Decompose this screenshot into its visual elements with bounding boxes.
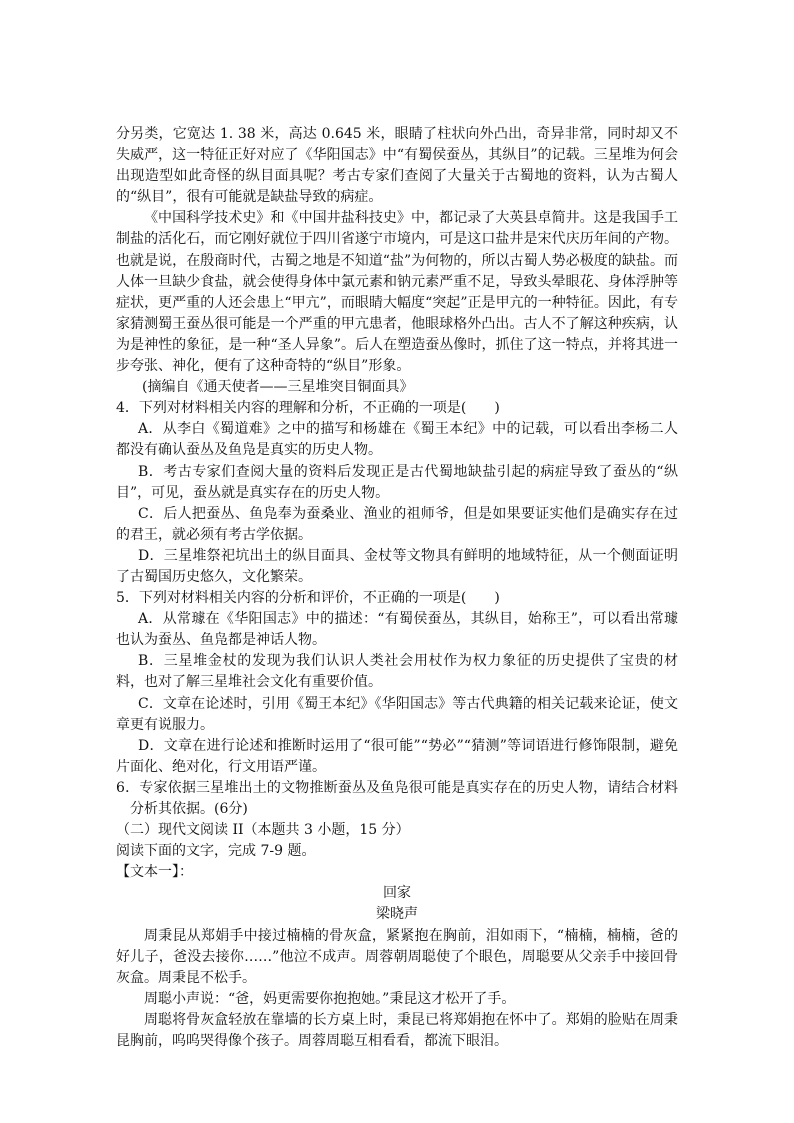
question-6: 6．专家依据三星堆出土的文物推断蚕丛及鱼凫很可能是真实存在的历史人物，请结合材料分析其依据。(6分) <box>116 779 678 817</box>
document-page <box>116 124 678 1052</box>
question-4-stem: 4．下列对材料相关内容的理解和分析，不正确的一项是( ) <box>116 400 500 417</box>
question-5-option-d: D．文章在进行论述和推断时运用了“很可能”“势必”“猜测”等词语进行修饰限制，避免片面化、绝对化，行文用语严谨。 <box>116 737 678 775</box>
story-author: 梁晓声 <box>376 906 418 923</box>
story-title: 回家 <box>383 885 411 902</box>
story-paragraph: 周秉昆从郑娟手中接过楠楠的骨灰盒，紧紧抱在胸前，泪如雨下，“楠楠，楠楠，爸的好儿子，爸没去接你……”他泣不成声。周蓉朝周聪使了个眼色，周聪要从父亲手中接回骨灰盒。周秉昆不松手。 <box>116 927 678 986</box>
question-5-option-b: B．三星堆金杖的发现为我们认识人类社会用杖作为权力象征的历史提供了宝贵的材料，也对了解三星堆社会文化有重要价值。 <box>116 653 678 691</box>
story-paragraph: 周聪小声说：“爸，妈更需要你抱抱她。”秉昆这才松开了手。 <box>144 990 516 1007</box>
question-4-option-a: A．从李白《蜀道难》之中的描写和杨雄在《蜀王本纪》中的记载，可以看出李杨二人都没有确认蚕丛及鱼凫是真实的历史人物。 <box>116 421 678 459</box>
passage1-source: (摘编自《通天使者——三星堆突目铜面具》 <box>142 379 414 396</box>
text-one-label: 【文本一】： <box>116 864 193 881</box>
question-5-stem: 5．下列对材料相关内容的分析和评价，不正确的一项是( ) <box>116 590 500 607</box>
section-2-instruction: 阅读下面的文字，完成 7-9 题。 <box>116 843 316 860</box>
question-4-option-c: C．后人把蚕丛、鱼凫奉为蚕桑业、渔业的祖师爷，但是如果要证实他们是确实存在过的君王，就必须有考古学依据。 <box>116 505 678 543</box>
passage1-paragraph-a: 分另类，它宽达 1. 38 米，高达 0.645 米，眼睛了柱状向外凸出，奇异非常，同时却又不失威严，这一特征正好对应了《华阳国志》中“有蜀侯蚕丛，其纵目”的记载。三星堆为何会出现造型如此奇怪的纵目面具呢？考古专家们查阅了大量关于古蜀地的资料，认为古蜀人的“纵目”，很有可能就是缺盐导致的病症。 <box>116 126 678 206</box>
question-5-option-c: C．文章在论述时，引用《蜀王本纪》《华阳国志》等古代典籍的相关记载来论证，使文章更有说服力。 <box>116 695 678 733</box>
question-4-option-d: D．三星堆祭祀坑出土的纵目面具、金杖等文物具有鲜明的地域特征，从一个侧面证明了古蜀国历史悠久，文化繁荣。 <box>116 547 678 585</box>
passage1-paragraph-b: 《中国科学技术史》和《中国井盐科技史》中，都记录了大英县卓简井。这是我国手工制盐的活化石，而它刚好就位于四川省遂宁市境内，可是这口盐井是宋代庆历年间的产物。也就是说，在殷商时代，古蜀之地是不知道“盐”为何物的，所以古蜀人势必极度的缺盐。而人体一旦缺少食盐，就会使得身体中氯元素和钠元素严重不足，导致头晕眼花、身体浮肿等症状，更严重的人还会患上“甲亢”，而眼睛大幅度“突起”正是甲亢的一种特征。因此，有专家猜测蜀王蚕丛很可能是一个严重的甲亢患者，他眼球格外凸出。古人不了解这种疾病，认为是神性的象征，是一种“圣人异象”。后人在塑造蚕丛像时，抓住了这一特点，并将其进一步夸张、神化，便有了这种奇特的“纵目”形象。 <box>116 210 678 375</box>
story-paragraph: 周聪将骨灰盒轻放在靠墙的长方桌上时，秉昆已将郑娟抱在怀中了。郑娟的脸贴在周秉昆胸前，呜呜哭得像个孩子。周蓉周聪互相看看，都流下眼泪。 <box>116 1011 678 1050</box>
question-4-option-b: B．考古专家们查阅大量的资料后发现正是古代蜀地缺盐引起的病症导致了蚕丛的“纵目”，可见，蚕丛就是真实存在的历史人物。 <box>116 463 678 501</box>
section-2-heading: （二）现代文阅读 II（本题共 3 小题，15 分） <box>116 822 410 839</box>
question-5-option-a: A．从常璩在《华阳国志》中的描述：“有蜀侯蚕丛，其纵目，始称王”，可以看出常璩也认为蚕丛、鱼凫都是神话人物。 <box>116 611 678 649</box>
